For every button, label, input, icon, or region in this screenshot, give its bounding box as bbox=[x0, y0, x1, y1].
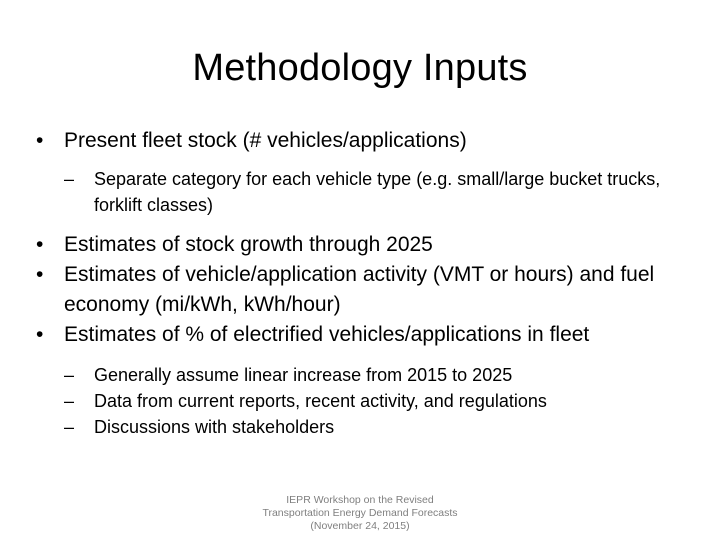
bullet-marker: • bbox=[36, 323, 44, 346]
sub-bullet-text: Data from current reports, recent activity, and regulations bbox=[94, 391, 547, 411]
bullet-text: Estimates of % of electrified vehicles/applications in fleet bbox=[64, 323, 590, 346]
sub-bullet-text: Discussions with stakeholders bbox=[94, 417, 335, 437]
bullet-text: Present fleet stock (# vehicles/applications) bbox=[64, 129, 467, 152]
footer-line: Transportation Energy Demand Forecasts bbox=[262, 507, 458, 519]
bullet-marker: • bbox=[36, 233, 44, 256]
sub-bullet-item bbox=[64, 414, 696, 440]
sub-bullet-marker: – bbox=[64, 365, 75, 385]
bullet-item bbox=[36, 126, 696, 156]
footer-line: IEPR Workshop on the Revised bbox=[286, 494, 434, 506]
sub-bullet-marker: – bbox=[64, 417, 75, 437]
slide-footer bbox=[0, 494, 720, 533]
sub-bullet-item bbox=[64, 388, 696, 414]
sub-bullet-item bbox=[64, 362, 696, 388]
sub-bullet-marker: – bbox=[64, 391, 75, 411]
sub-bullet-text: Generally assume linear increase from 2015 to 2025 bbox=[94, 365, 513, 385]
sub-bullet-text: Separate category for each vehicle type (e.g. small/large bucket trucks, forklift classes) bbox=[94, 169, 661, 215]
bullet-text: Estimates of vehicle/application activity (VMT or hours) and fuel economy (mi/kWh, kWh/hour) bbox=[64, 263, 655, 316]
bullet-item bbox=[36, 320, 696, 350]
bullet-item bbox=[36, 260, 696, 320]
slide-content bbox=[36, 126, 696, 440]
sub-bullet-item bbox=[64, 166, 696, 218]
bullet-marker: • bbox=[36, 129, 44, 152]
bullet-item bbox=[36, 230, 696, 260]
bullet-text: Estimates of stock growth through 2025 bbox=[64, 233, 433, 256]
sub-bullet-marker: – bbox=[64, 169, 75, 189]
bullet-marker: • bbox=[36, 263, 44, 286]
slide-title: Methodology Inputs bbox=[192, 47, 528, 89]
footer-line: (November 24, 2015) bbox=[310, 520, 410, 532]
